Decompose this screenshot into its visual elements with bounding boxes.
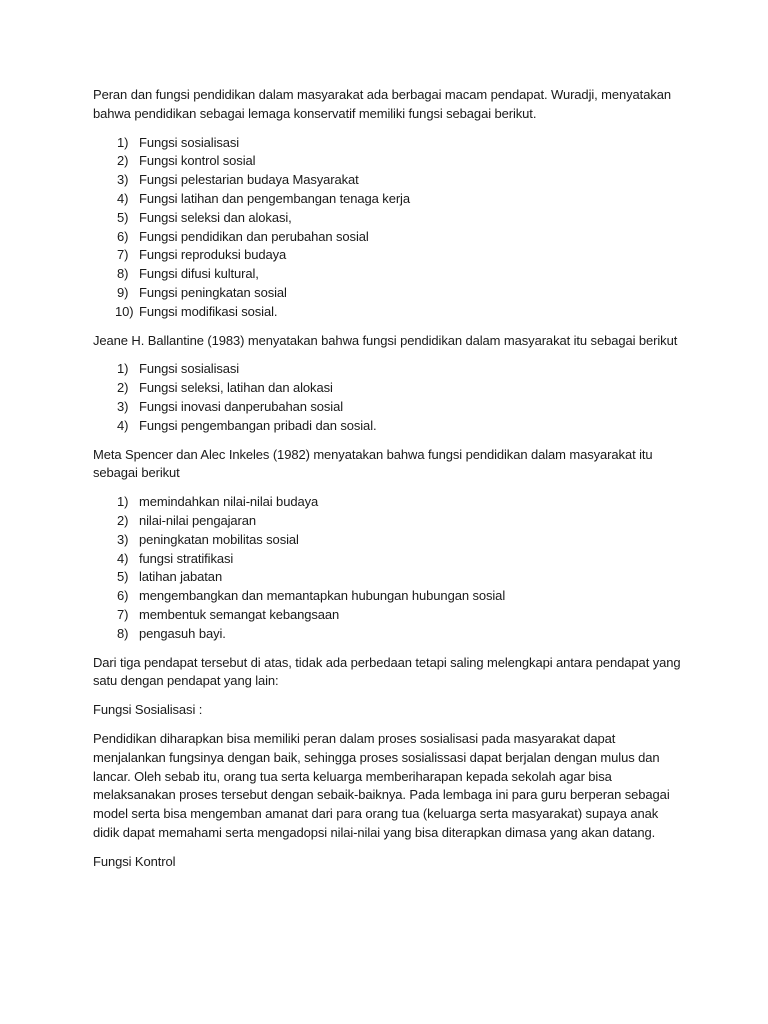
list-item [93,531,683,550]
list-number: 8) [117,266,129,282]
list-item [93,568,683,587]
list-item [93,303,683,322]
list-item-text: membentuk semangat kebangsaan [139,606,340,622]
list-item [93,265,683,284]
list-number: 3) [117,398,129,414]
document-body [93,86,683,881]
list-item [93,246,683,265]
list-number: 6) [117,588,129,604]
list-item [93,284,683,303]
list-number: 2) [117,153,129,169]
list-item [93,379,683,398]
list-item [93,625,683,644]
list-item [93,134,683,153]
list-number: 5) [117,209,129,225]
list-item [93,171,683,190]
list-item-text: Fungsi seleksi dan alokasi, [139,209,292,225]
sosialisasi-paragraph: Pendidikan diharapkan bisa memiliki peran dalam proses sosialisasi pada masyarakat dapat menjalankan fungsinya dengan baik, sehingga proses sosialissasi dapat berjalan dengan mulus dan lancar. Oleh sebab itu, orang tua serta keluarga memberiharapan kepada sekolah agar bisa melaksanakan proses tersebut dengan sebaik-baiknya. Pada lembaga ini para guru berperan sebagai model serta bisa mengemban amanat dari para orang tua (keluarga serta masyarakat) supaya anak didik dapat memahami serta mengadopsi nilai-nilai yang bisa diterapkan dimasa yang akan datang. [93,730,670,840]
list-number: 5) [117,569,129,585]
list-item-text: Fungsi pelestarian budaya Masyarakat [139,172,359,188]
list-number: 4) [117,417,129,433]
list-item-text: Fungsi inovasi danperubahan sosial [139,398,344,414]
list-item-text: latihan jabatan [139,569,223,585]
list-item-text: Fungsi pengembangan pribadi dan sosial. [139,417,377,433]
list-number: 2) [117,512,129,528]
list-number: 2) [117,380,129,396]
list-number: 4) [117,190,129,206]
section-heading-sosialisasi: Fungsi Sosialisasi : [93,702,203,718]
list-item [93,398,683,417]
list-item-text: Fungsi latihan dan pengembangan tenaga kerja [139,190,410,206]
list-item-text: Fungsi difusi kultural, [139,266,259,282]
ballantine-paragraph: Jeane H. Ballantine (1983) menyatakan bahwa fungsi pendidikan dalam masyarakat itu sebagai berikut [93,332,678,348]
list-number: 1) [117,134,129,150]
list-number: 9) [117,284,129,300]
list-item [93,550,683,569]
list-number: 1) [117,494,129,510]
list-item [93,606,683,625]
list-number: 8) [117,625,129,641]
list-item-text: Fungsi kontrol sosial [139,153,256,169]
list-item-text: memindahkan nilai-nilai budaya [139,494,319,510]
intro-paragraph: Peran dan fungsi pendidikan dalam masyarakat ada berbagai macam pendapat. Wuradji, menyatakan bahwa pendidikan sebagai lemaga konservatif memiliki fungsi sebagai berikut. [93,87,671,121]
list-item [93,209,683,228]
list-item-text: Fungsi pendidikan dan perubahan sosial [139,228,369,244]
list-item-text: pengasuh bayi. [139,625,226,641]
list-number: 1) [117,361,129,377]
list-item [93,360,683,379]
list-item [93,152,683,171]
wuradji-function-list [93,134,683,322]
list-item-text: Fungsi sosialisasi [139,361,240,377]
list-number: 10) [115,303,134,319]
list-number: 7) [117,247,129,263]
list-number: 3) [117,531,129,547]
list-item [93,587,683,606]
ballantine-function-list [93,360,683,435]
list-number: 6) [117,228,129,244]
list-item-text: Fungsi modifikasi sosial. [139,303,278,319]
list-number: 3) [117,172,129,188]
list-item-text: mengembangkan dan memantapkan hubungan hubungan sosial [139,588,506,604]
spencer-inkeles-function-list [93,493,683,643]
list-item [93,493,683,512]
list-number: 7) [117,606,129,622]
spencer-inkeles-paragraph: Meta Spencer dan Alec Inkeles (1982) menyatakan bahwa fungsi pendidikan dalam masyarakat itu sebagai berikut [93,446,653,481]
list-item [93,228,683,247]
list-item-text: Fungsi peningkatan sosial [139,284,287,300]
list-number: 4) [117,550,129,566]
list-item-text: Fungsi reproduksi budaya [139,247,287,263]
list-item-text: Fungsi sosialisasi [139,134,240,150]
list-item [93,512,683,531]
list-item-text: peningkatan mobilitas sosial [139,531,299,547]
list-item-text: Fungsi seleksi, latihan dan alokasi [139,380,333,396]
list-item-text: fungsi stratifikasi [139,550,234,566]
list-item-text: nilai-nilai pengajaran [139,512,257,528]
list-item [93,417,683,436]
conclusion-paragraph: Dari tiga pendapat tersebut di atas, tidak ada perbedaan tetapi saling melengkapi antara pendapat yang satu dengan pendapat yang lain: [93,654,681,689]
list-item [93,190,683,209]
section-heading-kontrol: Fungsi Kontrol [93,853,176,869]
